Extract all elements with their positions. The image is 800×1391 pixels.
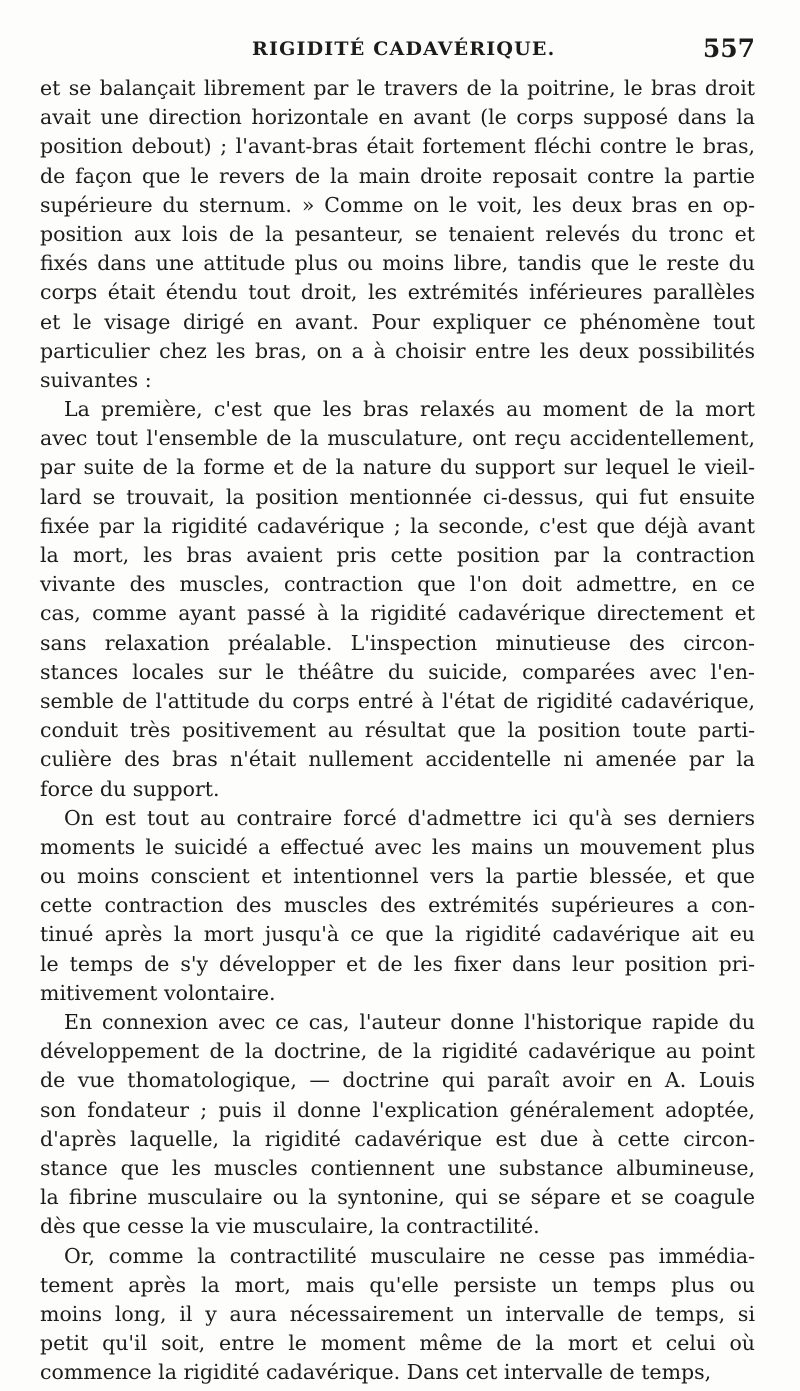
text-line: et le visage dirigé en avant. Pour expliquer ce phénomène tout (40, 309, 755, 334)
text-line: Or, comme la contractilité musculaire ne cesse pas immédia- (64, 1243, 755, 1268)
text-line: mitivement volontaire. (40, 980, 276, 1005)
page-header (40, 34, 755, 68)
text-line: position debout) ; l'avant-bras était fortement fléchi contre le bras, (40, 134, 755, 159)
text-line: corps était étendu tout droit, les extrémités inférieures parallèles (40, 280, 755, 305)
text-line: particulier chez les bras, on a à choisir entre les deux possibilités (40, 338, 755, 363)
paragraph (40, 804, 755, 1008)
text-line: position aux lois de la pesanteur, se tenaient relevés du tronc et (40, 221, 755, 246)
paragraph (40, 74, 755, 395)
text-line: On est tout au contraire forcé d'admettre ici qu'à ses derniers (64, 805, 755, 830)
text-line: développement de la doctrine, de la rigidité cadavérique au point (40, 1039, 755, 1064)
text-line: tinué après la mort jusqu'à ce que la rigidité cadavérique ait eu (40, 922, 755, 947)
text-line: cas, comme ayant passé à la rigidité cadavérique directement et (40, 601, 755, 626)
text-line: le temps de s'y développer et de les fixer dans leur position pri- (40, 951, 755, 976)
text-line: En connexion avec ce cas, l'auteur donne l'historique rapide du (64, 1010, 755, 1034)
paragraph (40, 1008, 755, 1242)
text-line: sans relaxation préalable. L'inspection minutieuse des circon- (40, 630, 755, 655)
text-line: semble de l'attitude du corps entré à l'état de rigidité cadavérique, (40, 688, 755, 713)
text-line: dès que cesse la vie musculaire, la contractilité. (40, 1214, 540, 1239)
text-line: par suite de la forme et de la nature du support sur lequel le vieil- (40, 455, 755, 480)
text-line: conduit très positivement au résultat que la position toute parti- (40, 718, 755, 743)
text-line: culière des bras n'était nullement accidentelle ni amenée par la (40, 747, 755, 772)
text-line: suivantes : (40, 367, 152, 392)
text-line: stance que les muscles contiennent une substance albumineuse, (40, 1155, 755, 1180)
text-line: son fondateur ; puis il donne l'explication généralement adoptée, (40, 1097, 755, 1122)
paragraph (40, 1242, 755, 1388)
text-line: avait une direction horizontale en avant (le corps supposé dans la (40, 105, 755, 130)
text-line: petit qu'il soit, entre le moment même de la mort et celui où (40, 1331, 755, 1356)
page-number: 557 (702, 34, 755, 63)
text-line: La première, c'est que les bras relaxés au moment de la mort (64, 397, 755, 422)
text-line: moins long, il y aura nécessairement un intervalle de temps, si (40, 1301, 755, 1326)
text-line: moments le suicidé a effectué avec les mains un mouvement plus (40, 834, 755, 859)
text-line: supérieure du sternum. » Comme on le voit, les deux bras en op- (40, 192, 755, 217)
text-line: tement après la mort, mais qu'elle persiste un temps plus ou (40, 1272, 755, 1297)
running-title: RIGIDITÉ CADAVÉRIQUE. (252, 38, 556, 60)
text-line: lard se trouvait, la position mentionnée ci-dessus, qui fut ensuite (40, 484, 755, 509)
text-line: fixés dans une attitude plus ou moins libre, tandis que le reste du (40, 251, 755, 276)
text-line: fixée par la rigidité cadavérique ; la seconde, c'est que déjà avant (40, 513, 755, 538)
text-line: de vue thomatologique, — doctrine qui paraît avoir en A. Louis (40, 1068, 755, 1093)
text-line: vivante des muscles, contraction que l'on doit admettre, en ce (40, 572, 755, 597)
text-line: de façon que le revers de la main droite reposait contre la partie (40, 163, 755, 188)
text-line: ou moins conscient et intentionnel vers la partie blessée, et que (40, 864, 755, 889)
text-line: commence la rigidité cadavérique. Dans cet intervalle de temps, (40, 1360, 712, 1385)
text-line: la mort, les bras avaient pris cette position par la contraction (40, 543, 755, 567)
body-text (40, 74, 755, 1387)
paragraph (40, 395, 755, 804)
text-line: avec tout l'ensemble de la musculature, ont reçu accidentellement, (40, 426, 755, 451)
text-line: cette contraction des muscles des extrémités supérieures a con- (40, 893, 755, 918)
text-line: la fibrine musculaire ou la syntonine, qui se sépare et se coagule (40, 1185, 755, 1210)
text-line: et se balançait librement par le travers de la poitrine, le bras droit (40, 76, 755, 100)
text-line: d'après laquelle, la rigidité cadavérique est due à cette circon- (40, 1126, 755, 1151)
text-line: stances locales sur le théâtre du suicide, comparées avec l'en- (40, 659, 755, 684)
text-line: force du support. (40, 776, 220, 801)
